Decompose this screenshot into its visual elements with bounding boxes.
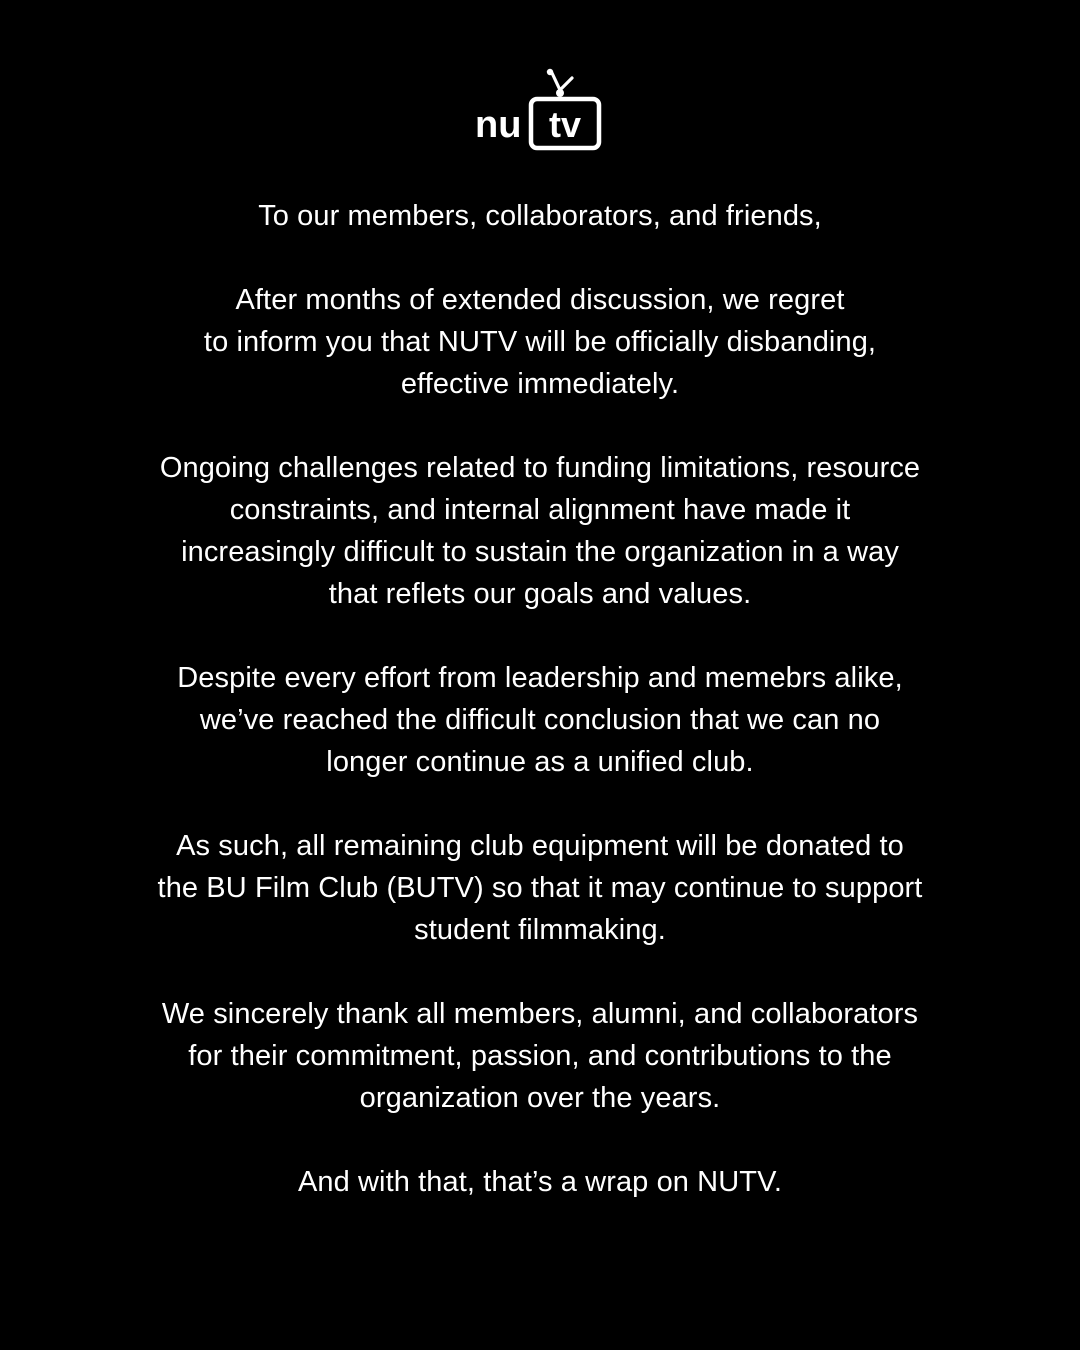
letter-body <box>100 195 980 1203</box>
paragraph-line: After months of extended discussion, we regret <box>235 284 845 316</box>
paragraph-line: student filmmaking. <box>414 914 666 946</box>
closing-line: And with that, that’s a wrap on NUTV. <box>297 1166 783 1198</box>
paragraph-line: to inform you that NUTV will be officially disbanding, <box>203 326 877 358</box>
paragraph-equipment <box>100 825 980 951</box>
nutv-logo <box>472 66 608 154</box>
paragraph-line: constraints, and internal alignment have made it <box>229 494 851 526</box>
antenna-left <box>552 73 560 90</box>
paragraph-line: Despite every effort from leadership and memebrs alike, <box>177 662 903 694</box>
paragraph-line: Ongoing challenges related to funding limitations, resource <box>159 452 921 484</box>
logo-text-tv: tv <box>548 104 582 145</box>
paragraph-line: As such, all remaining club equipment will be donated to <box>176 830 904 862</box>
paragraph-challenges <box>100 447 980 615</box>
paragraph-line: effective immediately. <box>400 368 680 400</box>
greeting-line: To our members, collaborators, and friends, <box>258 200 822 232</box>
paragraph-line: increasingly difficult to sustain the organization in a way <box>181 536 899 568</box>
paragraph-conclusion <box>100 657 980 783</box>
paragraph-line: We sincerely thank all members, alumni, and collaborators <box>161 998 919 1030</box>
paragraph-line: the BU Film Club (BUTV) so that it may continue to support <box>157 872 923 904</box>
paragraph-line: organization over the years. <box>359 1082 721 1114</box>
paragraph-disbanding <box>100 279 980 405</box>
antenna-right <box>560 78 572 90</box>
greeting <box>100 195 980 237</box>
antenna-tip <box>547 69 553 75</box>
antenna-base <box>556 89 564 97</box>
tv-antenna-icon <box>472 66 608 154</box>
paragraph-line: for their commitment, passion, and contributions to the <box>188 1040 892 1072</box>
paragraph-line: we’ve reached the difficult conclusion that we can no <box>199 704 881 736</box>
paragraph-thanks <box>100 993 980 1119</box>
closing <box>100 1161 980 1203</box>
paragraph-line: that reflets our goals and values. <box>328 578 752 610</box>
logo-text-nu: nu <box>475 104 522 146</box>
paragraph-line: longer continue as a unified club. <box>326 746 754 778</box>
